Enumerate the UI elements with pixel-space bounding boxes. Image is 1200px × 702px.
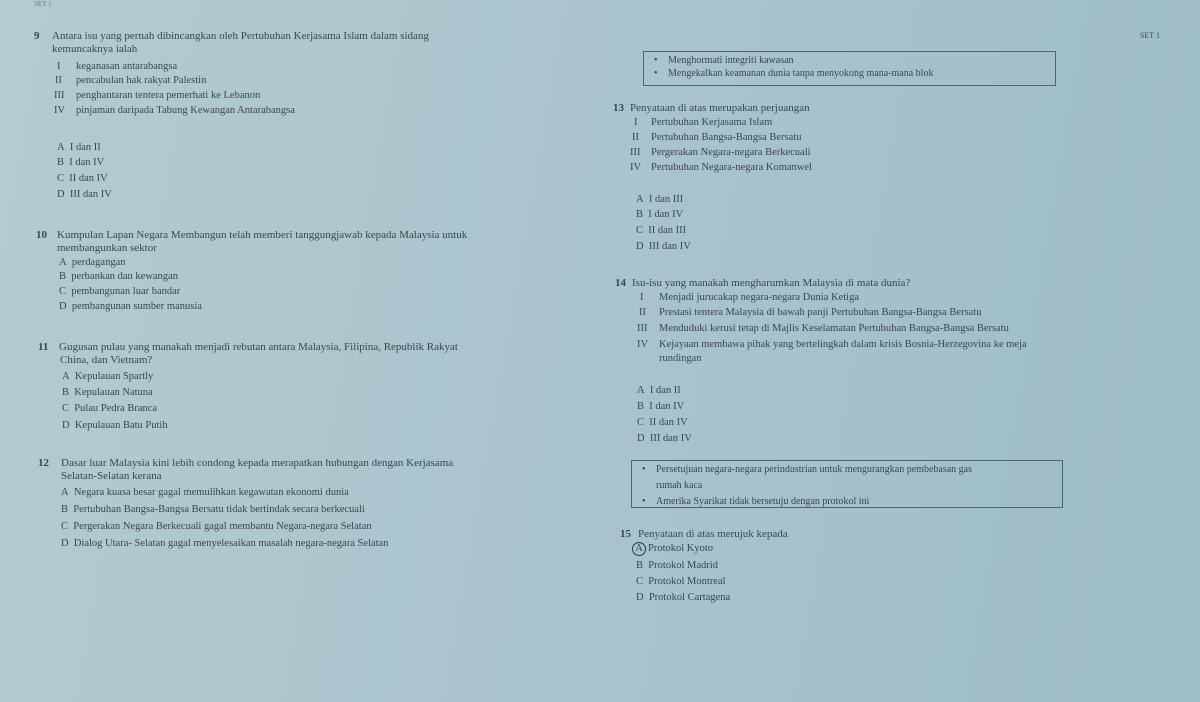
- item-roman: IV: [630, 162, 642, 173]
- item-roman: I: [634, 117, 638, 128]
- statement-item: • Menghormati integriti kawasan: [654, 54, 1049, 67]
- set-label: SET 1: [1139, 31, 1160, 40]
- option-c[interactable]: C pembangunan luar bandar: [59, 286, 181, 297]
- question-number: 14: [615, 277, 626, 289]
- item-text: pinjaman daripada Tabung Kewangan Antarabangsa: [76, 105, 295, 116]
- item-roman: III: [54, 90, 65, 101]
- option-b[interactable]: B Protokol Madrid: [636, 560, 718, 571]
- item-roman: II: [632, 132, 639, 143]
- option-d[interactable]: D Protokol Cartagena: [636, 592, 731, 603]
- item-text: Menjadi jurucakap negara-negara Dunia Ketiga: [659, 292, 859, 303]
- question-number: 11: [38, 341, 49, 353]
- question-stem-cont: kemuncaknya ialah: [52, 43, 138, 55]
- option-a[interactable]: A Kepulauan Spartly: [62, 371, 154, 382]
- question-number: 12: [38, 457, 49, 469]
- statement-item-cont: rumah kaca: [656, 480, 703, 491]
- question-stem-cont: China, dan Vietnam?: [60, 354, 153, 366]
- question-stem: Gugusan pulau yang manakah menjadi rebutan antara Malaysia, Filipina, Republik Rakyat: [59, 341, 458, 353]
- statement-item: • Mengekalkan keamanan dunia tanpa menyokong mana-mana blok: [654, 67, 1049, 80]
- option-d[interactable]: D III dan IV: [636, 241, 691, 252]
- option-c[interactable]: C II dan IV: [57, 173, 108, 184]
- option-c[interactable]: C Pulau Pedra Branca: [62, 403, 158, 414]
- option-c[interactable]: C II dan III: [636, 225, 687, 236]
- item-text: pencabulan hak rakyat Palestin: [76, 75, 207, 86]
- item-text: Menduduki kerusi tetap di Majlis Keselamatan Pertubuhan Bangsa-Bangsa Bersatu: [659, 323, 1009, 334]
- statement-box-bottom: [631, 460, 1063, 508]
- item-text: Kejayaan membawa pihak yang bertelingkah dalam krisis Bosnia-Herzegovina ke meja: [659, 339, 1027, 350]
- item-text: Pergerakan Negara-negara Berkecuali: [651, 147, 811, 158]
- option-a[interactable]: A I dan II: [637, 385, 681, 396]
- statement-item: • Persetujuan negara-negara perindustrian untuk mengurangkan pembebasan gas: [642, 463, 1056, 476]
- top-mark: SET 1: [34, 0, 52, 8]
- question-stem: Isu-isu yang manakah mengharumkan Malaysia di mata dunia?: [632, 277, 911, 289]
- question-stem: Kumpulan Lapan Negara Membangun telah memberi tanggungjawab kepada Malaysia untuk: [57, 229, 468, 241]
- question-number: 9: [34, 30, 40, 42]
- option-b[interactable]: B I dan IV: [57, 157, 105, 168]
- option-a[interactable]: A perdagangan: [59, 257, 126, 268]
- option-a-selected[interactable]: A Protokol Kyoto: [632, 542, 713, 556]
- question-stem-cont: Selatan-Selatan kerana: [61, 470, 162, 482]
- question-stem: Penyataan di atas merujuk kepada: [638, 528, 788, 540]
- option-b[interactable]: B Pertubuhan Bangsa-Bangsa Bersatu tidak bertindak secara berkecuali: [61, 504, 365, 515]
- option-c[interactable]: C Pergerakan Negara Berkecuali gagal membantu Negara-negara Selatan: [61, 521, 372, 532]
- option-d[interactable]: D Kepulauan Batu Putih: [62, 420, 168, 431]
- item-roman: III: [637, 323, 648, 334]
- option-c[interactable]: C II dan IV: [637, 417, 688, 428]
- item-roman: II: [639, 307, 646, 318]
- option-a[interactable]: A Negara kuasa besar gagal memulihkan kegawatan ekonomi dunia: [61, 487, 349, 498]
- question-stem: Penyataan di atas merupakan perjuangan: [630, 102, 810, 114]
- item-text-cont: rundingan: [659, 353, 702, 364]
- option-d[interactable]: D Dialog Utara- Selatan gagal menyelesaikan masalah negara-negara Selatan: [61, 538, 389, 549]
- item-text: Pertubuhan Negara-negara Komanwel: [651, 162, 812, 173]
- option-b[interactable]: B Kepulauan Natuna: [62, 387, 153, 398]
- answer-circle-mark: A: [632, 542, 646, 556]
- item-text: penghantaran tentera pemerhati ke Lebanon: [76, 90, 261, 101]
- item-roman: IV: [54, 105, 66, 116]
- option-b[interactable]: B I dan IV: [637, 401, 685, 412]
- question-stem: Dasar luar Malaysia kini lebih condong kepada merapatkan hubungan dengan Kerjasama: [61, 457, 454, 469]
- option-a[interactable]: A I dan II: [57, 142, 101, 153]
- item-text: Pertubuhan Kerjasama Islam: [651, 117, 773, 128]
- option-d[interactable]: D III dan IV: [57, 189, 112, 200]
- item-roman: II: [55, 75, 62, 86]
- option-b[interactable]: B perbankan dan kewangan: [59, 271, 178, 282]
- item-roman: III: [630, 147, 641, 158]
- option-c[interactable]: C Protokol Montreal: [636, 576, 726, 587]
- question-stem: Antara isu yang pernah dibincangkan oleh Pertubuhan Kerjasama Islam dalam sidang: [52, 30, 429, 42]
- item-text: Prestasi tentera Malaysia di bawah panji Pertubuhan Bangsa-Bangsa Bersatu: [659, 307, 982, 318]
- question-number: 15: [620, 528, 631, 540]
- option-a[interactable]: A I dan III: [636, 194, 684, 205]
- item-text: Pertubuhan Bangsa-Bangsa Bersatu: [651, 132, 802, 143]
- option-b[interactable]: B I dan IV: [636, 209, 684, 220]
- item-text: keganasan antarabangsa: [76, 61, 178, 72]
- item-roman: I: [640, 292, 644, 303]
- statement-item: • Amerika Syarikat tidak bersetuju dengan protokol ini: [642, 495, 1056, 508]
- question-number: 10: [36, 229, 47, 241]
- option-d[interactable]: D pembangunan sumber manusia: [59, 301, 202, 312]
- question-stem-cont: membangunkan sektor: [57, 242, 157, 254]
- question-number: 13: [613, 102, 624, 114]
- item-roman: IV: [637, 339, 649, 350]
- item-roman: I: [57, 61, 61, 72]
- statement-box-top: [643, 51, 1056, 86]
- option-d[interactable]: D III dan IV: [637, 433, 692, 444]
